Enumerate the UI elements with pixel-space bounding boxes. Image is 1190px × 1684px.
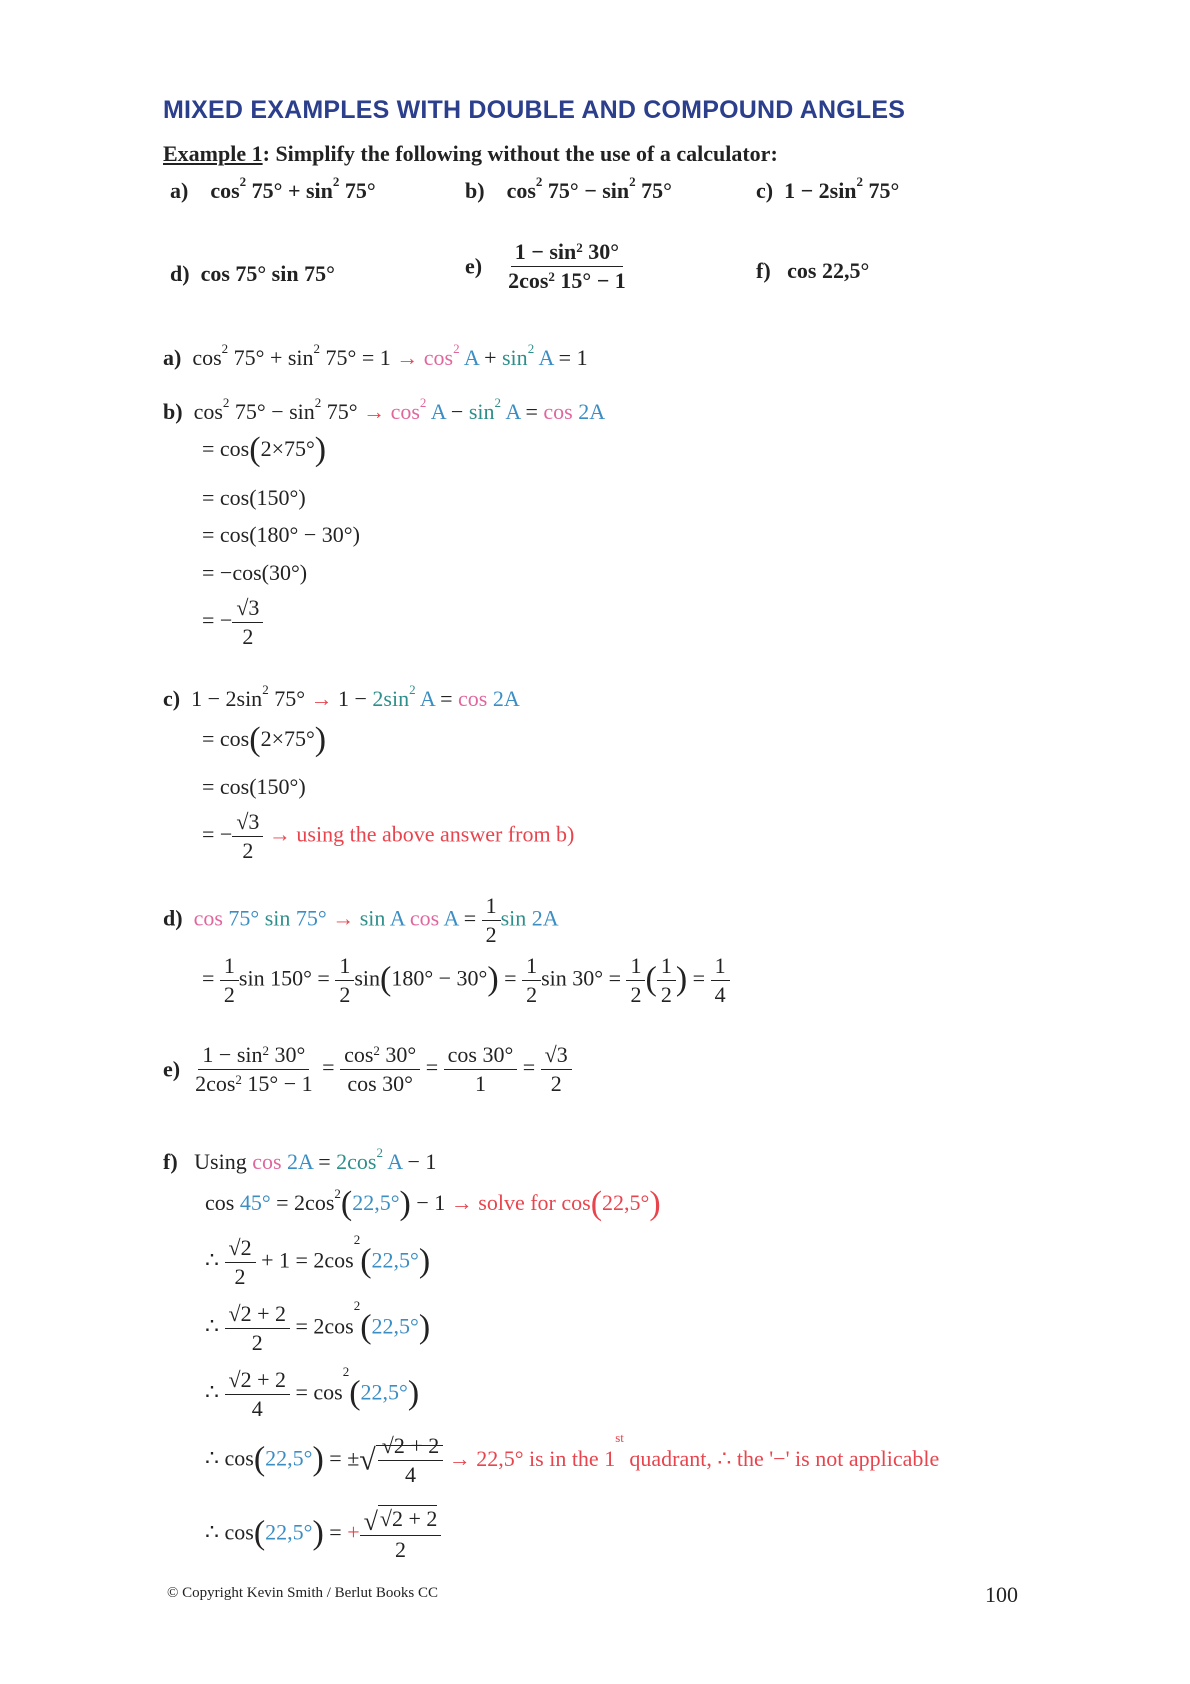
example-label: Example 1 bbox=[163, 141, 263, 166]
question-b: b) $\cos^2 75^\circ - \sin^2 75^\circ$ bbox=[465, 174, 672, 203]
solution-f-line2: $\cos 45^\circ = 2\cos^2(22,5^\circ) - 1$ → solve for cos(22,5°) bbox=[205, 1185, 661, 1222]
solution-f-result: ∴ cos(22,5°) = + $\frac{√√2 + 2}{2}$ bbox=[205, 1507, 441, 1562]
question-d bbox=[170, 261, 335, 287]
solution-f-line1: f) Using $\cos 2A = 2\cos^2$ A − 1 bbox=[163, 1145, 437, 1174]
question-b-label: b) bbox=[465, 178, 485, 203]
question-e: e) $\frac{1 - \sin^2 30^\circ}{2\cos^2 15^\circ - 1}$ bbox=[465, 239, 626, 293]
solution-f-quadrant: → 22,5° is in the 1 bbox=[448, 1445, 616, 1471]
solution-c-line1: c) $1 - 2\sin^2$ $75^\circ \to 1 - 2\sin^2$ A = cos 2A bbox=[163, 682, 520, 711]
solution-e: e) $\frac{1 - \sin^2 30^\circ}{2\cos^2 15^\circ - 1}$ = $\frac{\cos^2 30^\circ}{\cos 30^\circ}$ = $\frac{\cos 30^\circ}{1}$ = $\frac{√3}{2}$ bbox=[163, 1043, 572, 1096]
question-f-label: f) bbox=[756, 258, 771, 283]
solution-f-label: f) bbox=[163, 1149, 178, 1174]
solution-b-line4: = −cos(30°) bbox=[202, 560, 308, 585]
page-number: 100 bbox=[985, 1582, 1018, 1607]
question-f bbox=[756, 258, 869, 284]
solution-f-using: Using bbox=[194, 1149, 247, 1174]
solution-d-line2: = $\frac{1}{2}$ sin 150° = $\frac{1}{2}$ sin(180° − 30°) = $\frac{1}{2}$ sin 30° = $\frac{1}{2}$ ( $\frac{1}{2}$ ) = $\frac{1}{4}$ bbox=[202, 954, 730, 1007]
solution-b-result: = − $\frac{√3}{2}$ bbox=[202, 596, 263, 649]
solution-f-line5: ∴ $\frac{√2 + 2}{4}$ = $\cos^2(22,5^\circ)$ bbox=[205, 1364, 420, 1421]
solution-c-line-double: = cos(2×75°) bbox=[202, 721, 327, 758]
copyright: © Copyright Kevin Smith / Berlut Books CC bbox=[167, 1585, 438, 1601]
solution-f-quadrant-rest: quadrant, ∴ the '−' is not applicable bbox=[623, 1445, 940, 1471]
page-title: MIXED EXAMPLES WITH DOUBLE AND COMPOUND ANGLES bbox=[163, 96, 906, 124]
question-d-label: d) bbox=[170, 261, 190, 286]
question-c: c) $1 - 2\sin^2$ 75° bbox=[756, 174, 900, 203]
solution-c-note: → using the above answer from b) bbox=[268, 821, 575, 847]
example-heading bbox=[163, 141, 778, 167]
solution-c-label: c) bbox=[163, 686, 181, 711]
solution-b-label: b) bbox=[163, 399, 183, 424]
solution-d-line1: d) cos 75° sin 75° → sin A cos A = $\frac{1}{2}$ sin 2A bbox=[163, 893, 559, 947]
solution-c-result: = − $\frac{√3}{2}$ → using the above answer from b) bbox=[202, 809, 575, 863]
solution-f-line3: ∴ $\frac{√2}{2}$ + $1 = 2\cos^2(22,5^\circ)$ bbox=[205, 1232, 431, 1289]
question-a: a) $\cos^2 75^\circ + \sin^2 75^\circ$ bbox=[170, 174, 376, 203]
question-a-label: a) bbox=[170, 178, 189, 203]
solution-b-line1: b) $\cos^2 75^\circ - \sin^2 75^\circ \to \cos^2 A - \sin^2 A = \cos 2A$ bbox=[163, 395, 606, 424]
solution-f-line4: ∴ $\frac{√2 + 2}{2}$ = $2\cos^2(22,5^\circ)$ bbox=[205, 1298, 431, 1355]
question-e-label: e) bbox=[465, 253, 483, 279]
solution-b-line2: = cos(150°) bbox=[202, 485, 306, 510]
solution-b-line3: = cos(180° − 30°) bbox=[202, 522, 360, 547]
solution-c-line2: = cos(150°) bbox=[202, 774, 306, 799]
question-f-text: cos 22,5° bbox=[787, 258, 870, 283]
solution-e-label: e) bbox=[163, 1056, 181, 1082]
question-d-text: cos 75° sin 75° bbox=[200, 261, 335, 286]
solution-b-line-double: = cos(2×75°) bbox=[202, 431, 327, 468]
solution-f-line6: ∴ cos(22,5°) = ±√ $\frac{√2 + 2}{4}$ → 22,5° is in the 1st quadrant, ∴ the '−' is not applicable bbox=[205, 1430, 940, 1487]
solution-d-label: d) bbox=[163, 905, 183, 931]
solution-a-label: a) bbox=[163, 345, 182, 370]
solution-f-quadrant-sup: st bbox=[615, 1430, 624, 1445]
question-c-label: c) bbox=[756, 178, 774, 203]
solution-a: a) $\cos^2 75^\circ + \sin^2 75^\circ = 1 \to \cos^2 A + \sin^2 A = 1$ bbox=[163, 341, 588, 370]
solution-f-solve: → solve for cos bbox=[450, 1190, 591, 1215]
example-instruction: : Simplify the following without the use of a calculator: bbox=[262, 141, 778, 166]
